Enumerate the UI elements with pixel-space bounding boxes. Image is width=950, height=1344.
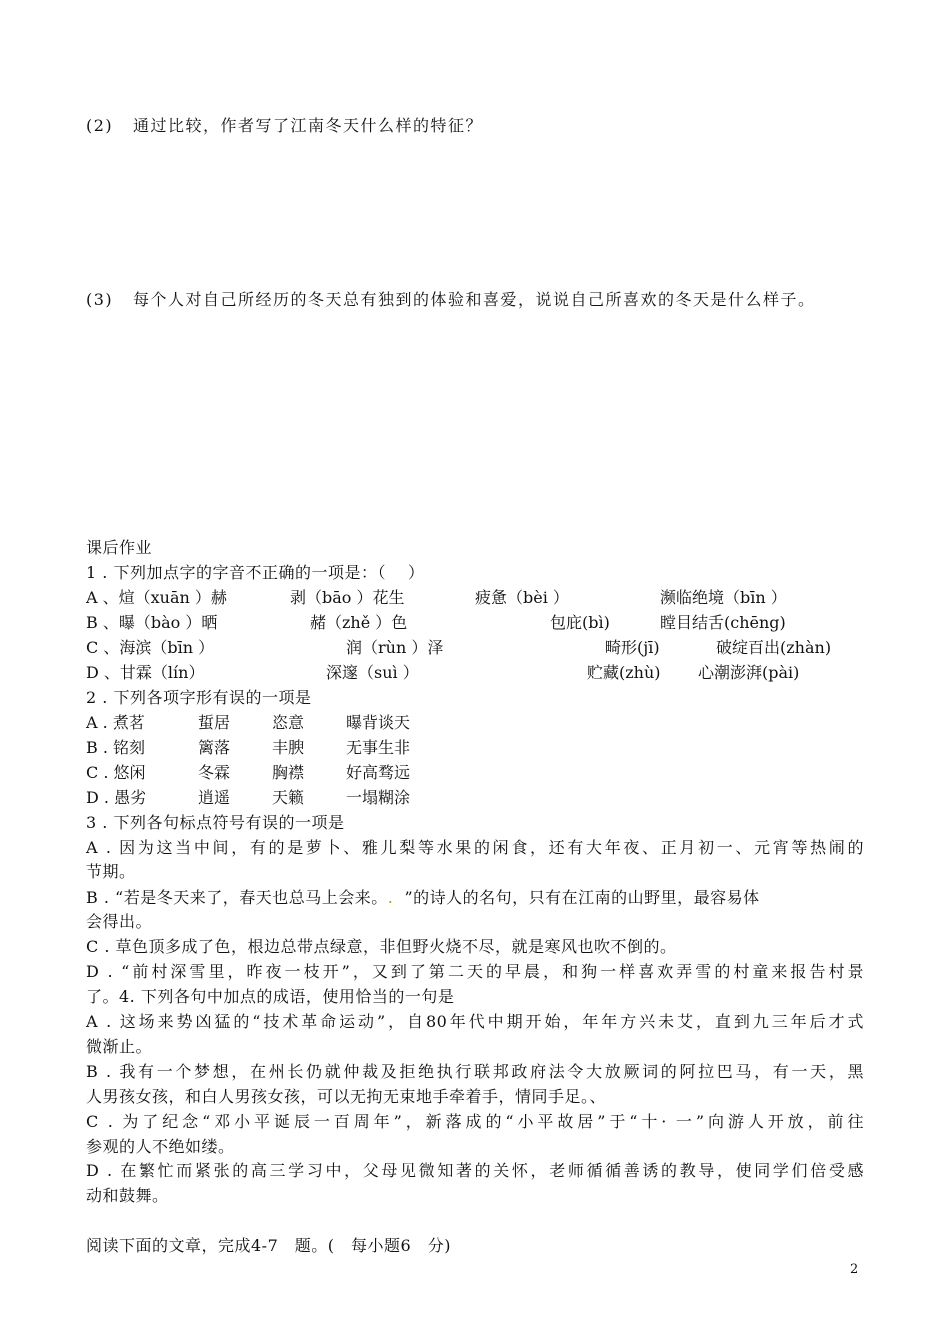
q2-stem: 2 . 下列各项字形有误的一项是 bbox=[86, 688, 312, 707]
q1-option-d-1: D 、甘霖（lín） bbox=[86, 663, 205, 682]
q1-option-c-4: 破绽百出(zhàn) bbox=[716, 638, 832, 657]
q4-option-b-line2: 人男孩女孩，和白人男孩女孩，可以无拘无束地手牵着手，情同手足。、 bbox=[86, 1087, 607, 1106]
page-number: 2 bbox=[850, 1262, 859, 1277]
q2-option-a-4: 曝背谈天 bbox=[346, 713, 411, 732]
q1-option-b-2: 赭（zhě ）色 bbox=[310, 613, 408, 632]
q2-option-d-2: 逍遥 bbox=[198, 788, 231, 807]
q4-option-c-line2: 参观的人不绝如缕。 bbox=[86, 1137, 235, 1156]
q2-option-a-3: 恣意 bbox=[272, 713, 305, 732]
q2-option-c-4: 好高骛远 bbox=[346, 763, 411, 782]
q3-option-d-line1: D . “前村深雪里，昨夜一枝开”，又到了第二天的早晨，和狗一样喜欢弄雪的村童来报告村景 bbox=[86, 962, 864, 981]
question-text: 通过比较，作者写了江南冬天什么样的特征？ bbox=[132, 116, 483, 135]
question-3 bbox=[86, 290, 815, 310]
q4-option-a-line1: A . 这场来势凶猛的“技术革命运动”，自80年代中期开始，年年方兴未艾，直到九三年后才式 bbox=[86, 1012, 864, 1031]
q1-option-a-3: 疲惫（bèi ） bbox=[475, 588, 569, 607]
q3-option-b-line2: 会得出。 bbox=[86, 912, 153, 931]
q2-option-c-1: C . 悠闲 bbox=[86, 763, 146, 782]
reading-instruction: 阅读下面的文章，完成4-7 题。( 每小题6 分) bbox=[86, 1236, 451, 1255]
q4-option-b-line1: B . 我有一个梦想，在州长仍就仲裁及拒绝执行联邦政府法令大放厥词的阿拉巴马，有一天，黑 bbox=[86, 1062, 864, 1081]
q2-option-b-3: 丰腴 bbox=[272, 738, 305, 757]
q4-option-a-line2: 微渐止。 bbox=[86, 1037, 153, 1056]
q3-stem: 3 . 下列各句标点符号有误的一项是 bbox=[86, 813, 345, 832]
q3-option-b-end: ”的诗人的名句，只有在江南的山野里，最容易体 bbox=[404, 888, 760, 907]
question-text: 每个人对自己所经历的冬天总有独到的体验和喜爱，说说自己所喜欢的冬天是什么样子。 bbox=[132, 290, 816, 309]
punctuation-mark: . bbox=[387, 888, 394, 907]
q2-option-d-4: 一塌糊涂 bbox=[346, 788, 411, 807]
q1-option-b-1: B 、曝（bào ）晒 bbox=[86, 613, 218, 632]
q1-stem: 1 . 下列加点字的字音不正确的一项是：（ ） bbox=[86, 563, 425, 582]
q3-option-a-line1: A . 因为这当中间，有的是萝卜、雅儿梨等水果的闲食，还有大年夜、正月初一、元宵等热闹的 bbox=[86, 838, 864, 857]
q3-option-d-line2: 了。4. 下列各句中加点的成语，使用恰当的一句是 bbox=[86, 987, 455, 1006]
q1-option-b-3: 包庇(bì) bbox=[550, 613, 610, 632]
q4-option-c-line1: C . 为了纪念“邓小平诞辰一百周年”，新落成的“小平故居”于“十· 一”向游人开放，前往 bbox=[86, 1112, 864, 1131]
q1-option-a-2: 剥（bāo ）花生 bbox=[290, 588, 405, 607]
q3-option-b-start: B . “若是冬天来了，春天也总马上会来。 bbox=[86, 888, 388, 907]
q1-option-a-1: A 、煊（xuān ）赫 bbox=[86, 588, 227, 607]
q2-option-c-2: 冬霖 bbox=[198, 763, 231, 782]
q2-option-b-4: 无事生非 bbox=[346, 738, 411, 757]
q1-option-a-4: 濒临绝境（bīn ） bbox=[660, 588, 787, 607]
q4-option-d-line2: 动和鼓舞。 bbox=[86, 1186, 169, 1205]
q3-option-a-line2: 节期。 bbox=[86, 862, 136, 881]
q4-option-d-line1: D . 在繁忙而紧张的高三学习中，父母见微知著的关怀，老师循循善诱的教导，使同学们倍受感 bbox=[86, 1161, 864, 1180]
q2-option-b-2: 篱落 bbox=[198, 738, 231, 757]
q1-option-c-3: 畸形(jī) bbox=[605, 638, 660, 657]
q3-option-b-line1 bbox=[86, 888, 760, 908]
question-number: (3) bbox=[86, 290, 114, 309]
q1-option-c-1: C 、海滨（bīn ） bbox=[86, 638, 215, 657]
q2-option-d-1: D . 愚劣 bbox=[86, 788, 147, 807]
q1-option-b-4: 瞠目结舌(chēng) bbox=[660, 613, 786, 632]
q3-option-c: C . 草色顶多成了色，根边总带点绿意，非但野火烧不尽，就是寒风也吹不倒的。 bbox=[86, 937, 677, 956]
q2-option-c-3: 胸襟 bbox=[272, 763, 305, 782]
q1-option-d-3: 贮藏(zhù) bbox=[587, 663, 661, 682]
q2-option-a-1: A . 煮茗 bbox=[86, 713, 145, 732]
question-2 bbox=[86, 116, 483, 136]
question-number: (2) bbox=[86, 116, 114, 135]
q2-option-a-2: 蜇居 bbox=[198, 713, 231, 732]
q2-option-d-3: 天籁 bbox=[272, 788, 305, 807]
q1-option-d-4: 心潮澎湃(pài) bbox=[698, 663, 800, 682]
q2-option-b-1: B . 铭刻 bbox=[86, 738, 146, 757]
q1-option-d-2: 深邃（suì ） bbox=[326, 663, 419, 682]
q1-option-c-2: 润（rùn ）泽 bbox=[346, 638, 444, 657]
homework-title: 课后作业 bbox=[86, 538, 153, 557]
